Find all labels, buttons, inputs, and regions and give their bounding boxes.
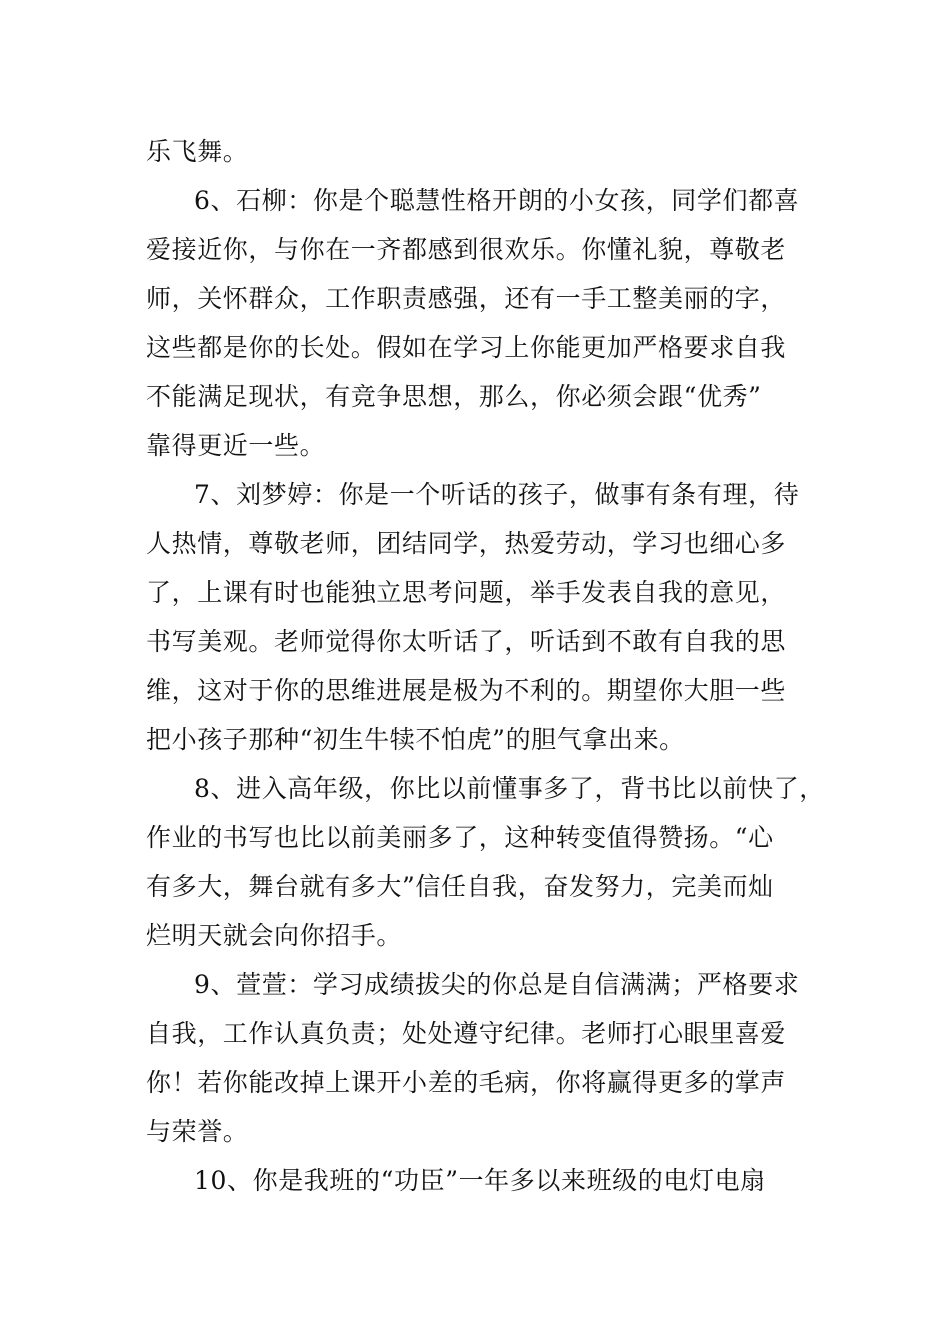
paragraph-start-line: 6、石柳：你是个聪慧性格开朗的小女孩，同学们都喜: [194, 186, 800, 215]
text-line: 书写美观。老师觉得你太听话了，听话到不敢有自我的思: [146, 627, 787, 656]
paragraph-start-line: 10、你是我班的“功臣”一年多以来班级的电灯电扇: [194, 1166, 766, 1195]
text-line: 爱接近你，与你在一齐都感到很欢乐。你懂礼貌，尊敬老: [146, 235, 787, 264]
paragraph-start-line: 7、刘梦婷：你是一个听话的孩子，做事有条有理，待: [194, 480, 800, 509]
text-line: 了，上课有时也能独立思考问题，举手发表自我的意见，: [146, 578, 787, 607]
text-line: 这些都是你的长处。假如在学习上你能更加严格要求自我: [146, 333, 787, 362]
text-line: 你！若你能改掉上课开小差的毛病，你将赢得更多的掌声: [146, 1068, 787, 1097]
text-line: 有多大，舞台就有多大”信任自我，奋发努力，完美而灿: [146, 872, 774, 901]
text-line: 维，这对于你的思维进展是极为不利的。期望你大胆一些: [146, 676, 787, 705]
text-line: 乐飞舞。: [146, 137, 249, 166]
paragraph-start-line: 9、萱萱：学习成绩拔尖的你总是自信满满；严格要求: [194, 970, 800, 999]
text-line: 师，关怀群众，工作职责感强，还有一手工整美丽的字，: [146, 284, 787, 313]
text-line: 不能满足现状，有竞争思想，那么，你必须会跟“优秀”: [146, 382, 762, 411]
text-line: 烂明天就会向你招手。: [146, 921, 403, 950]
text-line: 靠得更近一些。: [146, 431, 326, 460]
paragraph-start-line: 8、进入高年级，你比以前懂事多了，背书比以前快了，: [194, 774, 825, 803]
text-line: 自我，工作认真负责；处处遵守纪律。老师打心眼里喜爱: [146, 1019, 787, 1048]
text-line: 与荣誉。: [146, 1117, 249, 1146]
text-line: 作业的书写也比以前美丽多了，这种转变值得赞扬。“心: [146, 823, 774, 852]
text-line: 人热情，尊敬老师，团结同学，热爱劳动，学习也细心多: [146, 529, 787, 558]
text-line: 把小孩子那种“初生牛犊不怕虎”的胆气拿出来。: [146, 725, 685, 754]
